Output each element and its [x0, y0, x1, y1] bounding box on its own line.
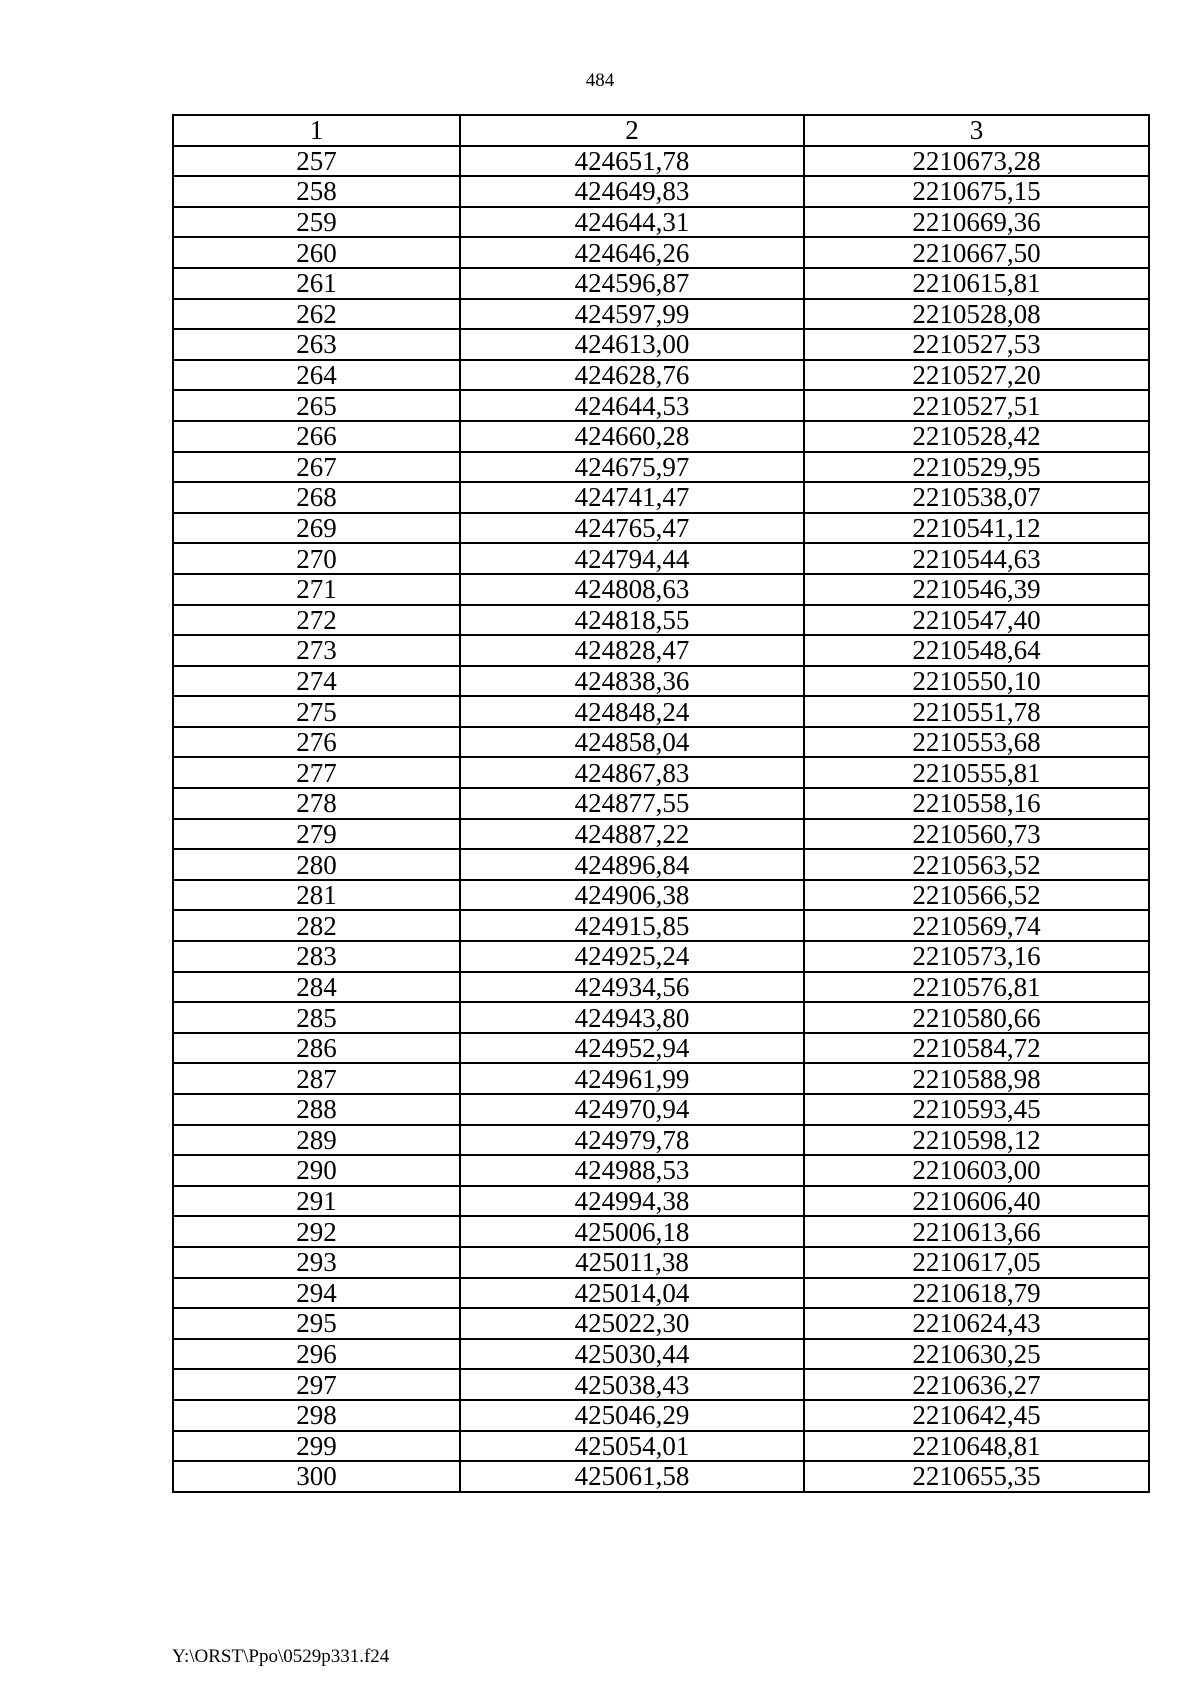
table-row — [173, 1431, 1149, 1462]
coordinate-y-cell: 2210546,39 — [804, 574, 1149, 605]
coordinate-y-cell: 2210563,52 — [804, 849, 1149, 880]
coordinate-y-cell: 2210541,12 — [804, 513, 1149, 544]
table-row — [173, 452, 1149, 483]
table-header-row — [173, 115, 1149, 146]
coordinate-x-cell: 425046,29 — [460, 1400, 804, 1431]
point-number-cell: 265 — [173, 390, 460, 421]
point-number-cell: 278 — [173, 788, 460, 819]
point-number-cell: 290 — [173, 1155, 460, 1186]
table-row — [173, 819, 1149, 850]
coordinate-x-cell: 425022,30 — [460, 1308, 804, 1339]
coordinate-x-cell: 424979,78 — [460, 1125, 804, 1156]
coordinate-y-cell: 2210624,43 — [804, 1308, 1149, 1339]
coordinate-x-cell: 424765,47 — [460, 513, 804, 544]
table-row — [173, 482, 1149, 513]
table-row — [173, 574, 1149, 605]
point-number-cell: 288 — [173, 1094, 460, 1125]
table-row — [173, 543, 1149, 574]
table-header — [173, 115, 1149, 146]
coordinate-y-cell: 2210558,16 — [804, 788, 1149, 819]
table-row — [173, 1002, 1149, 1033]
coordinate-y-cell: 2210636,27 — [804, 1369, 1149, 1400]
table-row — [173, 1216, 1149, 1247]
coordinate-x-cell: 424952,94 — [460, 1033, 804, 1064]
point-number-cell: 289 — [173, 1125, 460, 1156]
table-row — [173, 390, 1149, 421]
coordinate-y-cell: 2210566,52 — [804, 880, 1149, 911]
table-row — [173, 1247, 1149, 1278]
coordinate-x-cell: 425054,01 — [460, 1431, 804, 1462]
point-number-cell: 293 — [173, 1247, 460, 1278]
point-number-cell: 281 — [173, 880, 460, 911]
table-row — [173, 1400, 1149, 1431]
coordinate-x-cell: 424934,56 — [460, 972, 804, 1003]
table-row — [173, 1033, 1149, 1064]
point-number-cell: 287 — [173, 1063, 460, 1094]
coordinate-x-cell: 424896,84 — [460, 849, 804, 880]
coordinate-y-cell: 2210618,79 — [804, 1278, 1149, 1309]
table-body — [173, 146, 1149, 1492]
coordinate-y-cell: 2210655,35 — [804, 1461, 1149, 1492]
coordinate-y-cell: 2210598,12 — [804, 1125, 1149, 1156]
coordinate-x-cell: 424848,24 — [460, 696, 804, 727]
coordinate-y-cell: 2210527,20 — [804, 360, 1149, 391]
footer-file-path: Y:\ORST\Ppo\0529p331.f24 — [172, 1646, 390, 1667]
coordinate-y-cell: 2210615,81 — [804, 268, 1149, 299]
coordinate-y-cell: 2210529,95 — [804, 452, 1149, 483]
table-row — [173, 666, 1149, 697]
coordinate-x-cell: 424994,38 — [460, 1186, 804, 1217]
table-row — [173, 1094, 1149, 1125]
point-number-cell: 269 — [173, 513, 460, 544]
coordinate-x-cell: 424887,22 — [460, 819, 804, 850]
coordinate-x-cell: 425014,04 — [460, 1278, 804, 1309]
coordinate-y-cell: 2210669,36 — [804, 207, 1149, 238]
coordinate-x-cell: 424644,53 — [460, 390, 804, 421]
coordinate-x-cell: 424628,76 — [460, 360, 804, 391]
table-row — [173, 1125, 1149, 1156]
point-number-cell: 279 — [173, 819, 460, 850]
point-number-cell: 291 — [173, 1186, 460, 1217]
coordinate-x-cell: 424858,04 — [460, 727, 804, 758]
coordinate-x-cell: 424741,47 — [460, 482, 804, 513]
point-number-cell: 295 — [173, 1308, 460, 1339]
point-number-cell: 266 — [173, 421, 460, 452]
table-row — [173, 849, 1149, 880]
table-row — [173, 757, 1149, 788]
point-number-cell: 296 — [173, 1339, 460, 1370]
coordinate-x-cell: 424644,31 — [460, 207, 804, 238]
coordinate-x-cell: 424915,85 — [460, 910, 804, 941]
coordinate-y-cell: 2210580,66 — [804, 1002, 1149, 1033]
coordinate-y-cell: 2210675,15 — [804, 176, 1149, 207]
coordinate-x-cell: 424877,55 — [460, 788, 804, 819]
point-number-cell: 261 — [173, 268, 460, 299]
table-row — [173, 176, 1149, 207]
coordinate-x-cell: 425061,58 — [460, 1461, 804, 1492]
coordinate-x-cell: 424925,24 — [460, 941, 804, 972]
coordinate-y-cell: 2210673,28 — [804, 146, 1149, 177]
point-number-cell: 284 — [173, 972, 460, 1003]
point-number-cell: 272 — [173, 605, 460, 636]
table-row — [173, 421, 1149, 452]
table-row — [173, 605, 1149, 636]
table-row — [173, 1369, 1149, 1400]
coordinate-x-cell: 424988,53 — [460, 1155, 804, 1186]
coordinate-x-cell: 424970,94 — [460, 1094, 804, 1125]
coordinate-y-cell: 2210588,98 — [804, 1063, 1149, 1094]
coordinate-y-cell: 2210538,07 — [804, 482, 1149, 513]
point-number-cell: 283 — [173, 941, 460, 972]
point-number-cell: 292 — [173, 1216, 460, 1247]
coordinate-y-cell: 2210547,40 — [804, 605, 1149, 636]
column-header-2: 2 — [460, 115, 804, 146]
point-number-cell: 277 — [173, 757, 460, 788]
point-number-cell: 257 — [173, 146, 460, 177]
point-number-cell: 297 — [173, 1369, 460, 1400]
table-row — [173, 207, 1149, 238]
coordinate-x-cell: 424660,28 — [460, 421, 804, 452]
point-number-cell: 282 — [173, 910, 460, 941]
coordinate-x-cell: 424828,47 — [460, 635, 804, 666]
table-row — [173, 910, 1149, 941]
coordinate-x-cell: 424818,55 — [460, 605, 804, 636]
point-number-cell: 276 — [173, 727, 460, 758]
coordinate-y-cell: 2210550,10 — [804, 666, 1149, 697]
table-row — [173, 1155, 1149, 1186]
coordinate-y-cell: 2210553,68 — [804, 727, 1149, 758]
table-row — [173, 972, 1149, 1003]
table-row — [173, 727, 1149, 758]
coordinate-x-cell: 424596,87 — [460, 268, 804, 299]
table-row — [173, 1339, 1149, 1370]
coordinate-x-cell: 424794,44 — [460, 543, 804, 574]
table-row — [173, 360, 1149, 391]
coordinate-x-cell: 424651,78 — [460, 146, 804, 177]
coordinate-y-cell: 2210667,50 — [804, 237, 1149, 268]
coordinate-x-cell: 425006,18 — [460, 1216, 804, 1247]
table-row — [173, 1278, 1149, 1309]
coordinate-y-cell: 2210573,16 — [804, 941, 1149, 972]
coordinate-y-cell: 2210527,53 — [804, 329, 1149, 360]
table-row — [173, 329, 1149, 360]
coordinate-y-cell: 2210551,78 — [804, 696, 1149, 727]
point-number-cell: 262 — [173, 299, 460, 330]
coordinate-y-cell: 2210606,40 — [804, 1186, 1149, 1217]
point-number-cell: 300 — [173, 1461, 460, 1492]
table-row — [173, 299, 1149, 330]
coordinate-y-cell: 2210584,72 — [804, 1033, 1149, 1064]
point-number-cell: 268 — [173, 482, 460, 513]
point-number-cell: 275 — [173, 696, 460, 727]
coordinate-y-cell: 2210527,51 — [804, 390, 1149, 421]
point-number-cell: 271 — [173, 574, 460, 605]
table-row — [173, 1308, 1149, 1339]
coordinate-x-cell: 425038,43 — [460, 1369, 804, 1400]
coordinate-y-cell: 2210630,25 — [804, 1339, 1149, 1370]
coordinate-x-cell: 425030,44 — [460, 1339, 804, 1370]
coordinate-x-cell: 424613,00 — [460, 329, 804, 360]
table-row — [173, 696, 1149, 727]
table-row — [173, 237, 1149, 268]
point-number-cell: 270 — [173, 543, 460, 574]
table-row — [173, 1063, 1149, 1094]
coordinate-x-cell: 424675,97 — [460, 452, 804, 483]
point-number-cell: 264 — [173, 360, 460, 391]
coordinate-y-cell: 2210560,73 — [804, 819, 1149, 850]
point-number-cell: 286 — [173, 1033, 460, 1064]
column-header-1: 1 — [173, 115, 460, 146]
coordinates-table — [172, 114, 1150, 1493]
coordinate-x-cell: 424838,36 — [460, 666, 804, 697]
coordinate-x-cell: 424943,80 — [460, 1002, 804, 1033]
table-row — [173, 146, 1149, 177]
coordinate-y-cell: 2210555,81 — [804, 757, 1149, 788]
coordinate-y-cell: 2210617,05 — [804, 1247, 1149, 1278]
coordinate-y-cell: 2210648,81 — [804, 1431, 1149, 1462]
point-number-cell: 259 — [173, 207, 460, 238]
coordinate-y-cell: 2210593,45 — [804, 1094, 1149, 1125]
point-number-cell: 280 — [173, 849, 460, 880]
coordinate-y-cell: 2210613,66 — [804, 1216, 1149, 1247]
coordinate-y-cell: 2210544,63 — [804, 543, 1149, 574]
table-row — [173, 788, 1149, 819]
point-number-cell: 263 — [173, 329, 460, 360]
point-number-cell: 258 — [173, 176, 460, 207]
table-row — [173, 1186, 1149, 1217]
point-number-cell: 274 — [173, 666, 460, 697]
coordinate-y-cell: 2210548,64 — [804, 635, 1149, 666]
table-row — [173, 880, 1149, 911]
point-number-cell: 260 — [173, 237, 460, 268]
coordinate-x-cell: 424597,99 — [460, 299, 804, 330]
coordinate-y-cell: 2210576,81 — [804, 972, 1149, 1003]
coordinate-x-cell: 424649,83 — [460, 176, 804, 207]
table-row — [173, 268, 1149, 299]
point-number-cell: 294 — [173, 1278, 460, 1309]
point-number-cell: 299 — [173, 1431, 460, 1462]
coordinate-x-cell: 424961,99 — [460, 1063, 804, 1094]
point-number-cell: 273 — [173, 635, 460, 666]
table-row — [173, 513, 1149, 544]
table-row — [173, 635, 1149, 666]
coordinate-y-cell: 2210569,74 — [804, 910, 1149, 941]
column-header-3: 3 — [804, 115, 1149, 146]
coordinate-x-cell: 424646,26 — [460, 237, 804, 268]
coordinate-y-cell: 2210528,42 — [804, 421, 1149, 452]
coordinate-y-cell: 2210603,00 — [804, 1155, 1149, 1186]
coordinate-x-cell: 424906,38 — [460, 880, 804, 911]
page-number: 484 — [585, 70, 615, 91]
coordinate-y-cell: 2210642,45 — [804, 1400, 1149, 1431]
table-row — [173, 941, 1149, 972]
coordinate-y-cell: 2210528,08 — [804, 299, 1149, 330]
point-number-cell: 298 — [173, 1400, 460, 1431]
point-number-cell: 285 — [173, 1002, 460, 1033]
point-number-cell: 267 — [173, 452, 460, 483]
coordinate-x-cell: 424867,83 — [460, 757, 804, 788]
coordinate-x-cell: 425011,38 — [460, 1247, 804, 1278]
table-row — [173, 1461, 1149, 1492]
coordinate-x-cell: 424808,63 — [460, 574, 804, 605]
